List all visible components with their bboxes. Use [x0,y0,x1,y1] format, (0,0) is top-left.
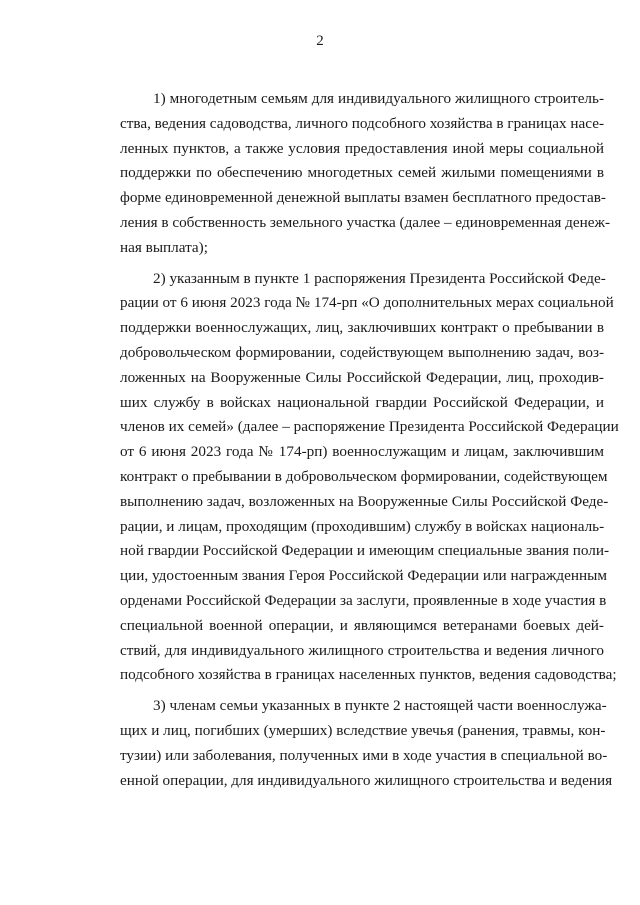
text-line: ствий, для индивидуального жилищного строительства и ведения личного [120,641,604,659]
text-line: ции, удостоенным звания Героя Российской Федерации или награжденным [120,567,607,585]
text-line: рации, и лицам, проходящим (проходившим) службу в войсках националь- [120,517,605,535]
text-line: форме единовременной денежной выплаты взамен бесплатного предостав- [120,189,606,207]
text-line: 2) указанным в пункте 1 распоряжения Президента Российской Феде- [153,269,606,287]
text-line: подсобного хозяйства в границах населенных пунктов, ведения садоводства; [120,666,617,684]
paragraph-2 [120,267,619,689]
text-line: ной гвардии Российской Федерации и имеющим специальные звания поли- [120,542,610,560]
text-line: членов их семей» (далее – распоряжение Президента Российской Федерации [120,418,619,436]
text-line: 1) многодетным семьям для индивидуального жилищного строитель- [153,90,604,107]
text-line: енной операции, для индивидуального жилищного строительства и ведения [120,771,613,789]
text-line: ства, ведения садоводства, личного подсобного хозяйства в границах насе- [120,114,605,132]
paragraph-3 [120,694,613,793]
text-line: тузии) или заболевания, полученных ими в ходе участия в специальной во- [120,746,608,764]
text-line: орденами Российской Федерации за заслуги, проявленные в ходе участия в [120,591,607,609]
text-line: поддержки военнослужащих, лиц, заключивших контракт о пребывании в [120,319,604,337]
text-line: ложенных на Вооруженные Силы Российской Федерации, лиц, проходив- [120,368,604,386]
text-line: ная выплата); [120,238,208,256]
text-line: рации от 6 июня 2023 года № 174-рп «О дополнительных мерах социальной [120,294,614,312]
document-body [120,87,619,799]
text-line: контракт о пребывании в добровольческом формировании, содействующем [120,467,608,485]
text-line: ших службу в войсках национальной гвардии Российской Федерации, и [120,393,604,411]
text-line: ленных пунктов, а также условия предоставления иной меры социальной [120,139,604,157]
paragraph-1 [120,87,611,261]
page-number: 2 [316,33,324,49]
text-line: выполнению задач, возложенных на Вооруженные Силы Российской Феде- [120,492,609,510]
text-line: от 6 июня 2023 года № 174-рп) военнослужащим и лицам, заключившим [120,443,604,461]
text-line: поддержки по обеспечению многодетных семей жилыми помещениями в [120,164,604,182]
text-line: специальной военной операции, и являющимся ветеранами боевых дей- [120,616,604,634]
text-line: 3) членам семьи указанных в пункте 2 настоящей части военнослужа- [153,697,607,715]
text-line: ления в собственность земельного участка (далее – единовременная денеж- [120,213,611,231]
text-line: добровольческом формировании, содействующем выполнению задач, воз- [120,343,604,361]
text-line: щих и лиц, погибших (умерших) вследствие увечья (ранения, травмы, кон- [120,721,606,739]
